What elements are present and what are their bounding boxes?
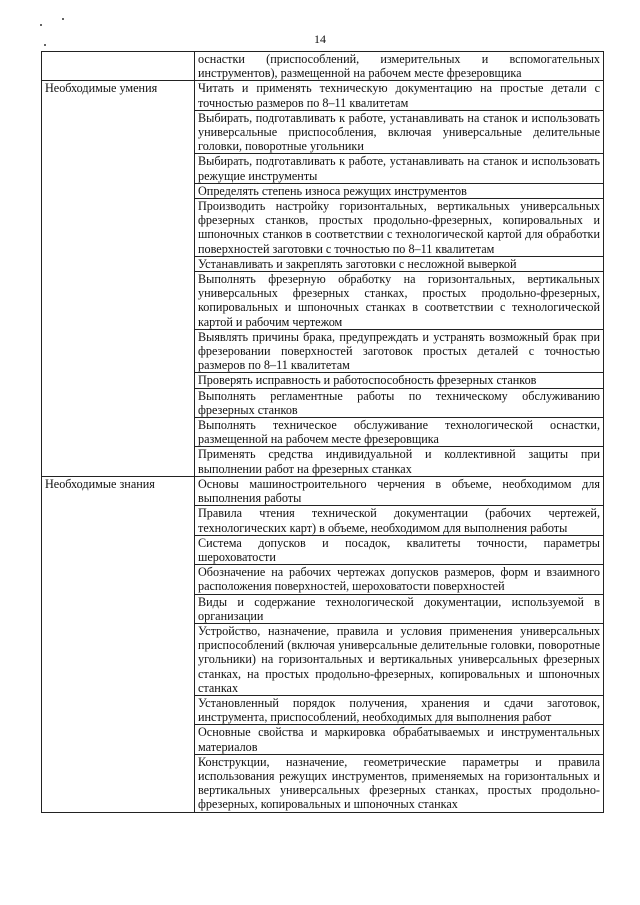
table-cell: Выполнять техническое обслуживание технологической оснастки, размещенной на рабочем месте фрезеровщика xyxy=(195,418,604,447)
table-cell: Выбирать, подготавливать к работе, устанавливать на станок и использовать режущие инструменты xyxy=(195,154,604,183)
table-cell: Выбирать, подготавливать к работе, устанавливать на станок и использовать универсальные приспособления, включая универсальные делительные головки, поворотные угольники xyxy=(195,110,604,154)
table-cell: Определять степень износа режущих инструментов xyxy=(195,183,604,198)
table-cell: Основные свойства и маркировка обрабатываемых и инструментальных материалов xyxy=(195,725,604,754)
table-row xyxy=(42,81,604,110)
table-cell: Виды и содержание технологической документации, используемой в организации xyxy=(195,594,604,623)
table-cell: Производить настройку горизонтальных, вертикальных универсальных фрезерных станков, простых продольно-фрезерных, копировальных и шпоночных станков в соответствии с технологической картой для обработки поверхностей заготовки с точностью по 8–11 квалитетам xyxy=(195,199,604,257)
table-cell: Применять средства индивидуальной и коллективной защиты при выполнении работ на фрезерных станках xyxy=(195,447,604,476)
table-cell: Читать и применять техническую документацию на простые детали с точностью размеров по 8–11 квалитетам xyxy=(195,81,604,110)
table-cell: Правила чтения технической документации (рабочих чертежей, технологических карт) в объеме, необходимом для выполнения работы xyxy=(195,506,604,535)
section-label-skills: Необходимые умения xyxy=(42,81,195,476)
competency-table xyxy=(41,51,604,813)
table-cell: Выполнять регламентные работы по техническому обслуживанию фрезерных станков xyxy=(195,388,604,417)
section-label-knowledge: Необходимые знания xyxy=(42,476,195,812)
table-row xyxy=(42,476,604,505)
table-cell: Устройство, назначение, правила и условия применения универсальных приспособлений (включая универсальные делительные головки, поворотные угольники) на горизонтальных и вертикальных универсальных фрезерных станках, на простых продольно-фрезерных, копировальных и шпоночных станках xyxy=(195,623,604,695)
page-number: 14 xyxy=(314,32,326,46)
table-cell: Устанавливать и закреплять заготовки с несложной выверкой xyxy=(195,256,604,271)
table-cell: Основы машиностроительного черчения в объеме, необходимом для выполнения работы xyxy=(195,476,604,505)
table-cell: Конструкции, назначение, геометрические параметры и правила использования режущих инструментов, применяемых на горизонтальных и вертикальных универсальных фрезерных станках, простых продольно-фрезерных, копировальных и шпоночных станках xyxy=(195,754,604,812)
table-cell: Система допусков и посадок, квалитеты точности, параметры шероховатости xyxy=(195,535,604,564)
table-cell: Выполнять фрезерную обработку на горизонтальных, вертикальных универсальных фрезерных станках, простых продольно-фрезерных, копировальных и шпоночных станках в соответствии с технологической картой и рабочим чертежом xyxy=(195,272,604,330)
table-cell: Проверять исправность и работоспособность фрезерных станков xyxy=(195,373,604,388)
table-row xyxy=(42,52,604,81)
table-cell: Установленный порядок получения, хранения и сдачи заготовок, инструмента, приспособлений, необходимых для выполнения работ xyxy=(195,695,604,724)
row-label-empty xyxy=(42,52,195,81)
table-cell: Обозначение на рабочих чертежах допусков размеров, форм и взаимного расположения поверхностей, шероховатости поверхностей xyxy=(195,565,604,594)
table-cell: оснастки (приспособлений, измерительных и вспомогательных инструментов), размещенной на рабочем месте фрезеровщика xyxy=(195,52,604,81)
table-cell: Выявлять причины брака, предупреждать и устранять возможный брак при фрезеровании поверхностей заготовок простых деталей с точностью размеров по 8–11 квалитетам xyxy=(195,329,604,373)
